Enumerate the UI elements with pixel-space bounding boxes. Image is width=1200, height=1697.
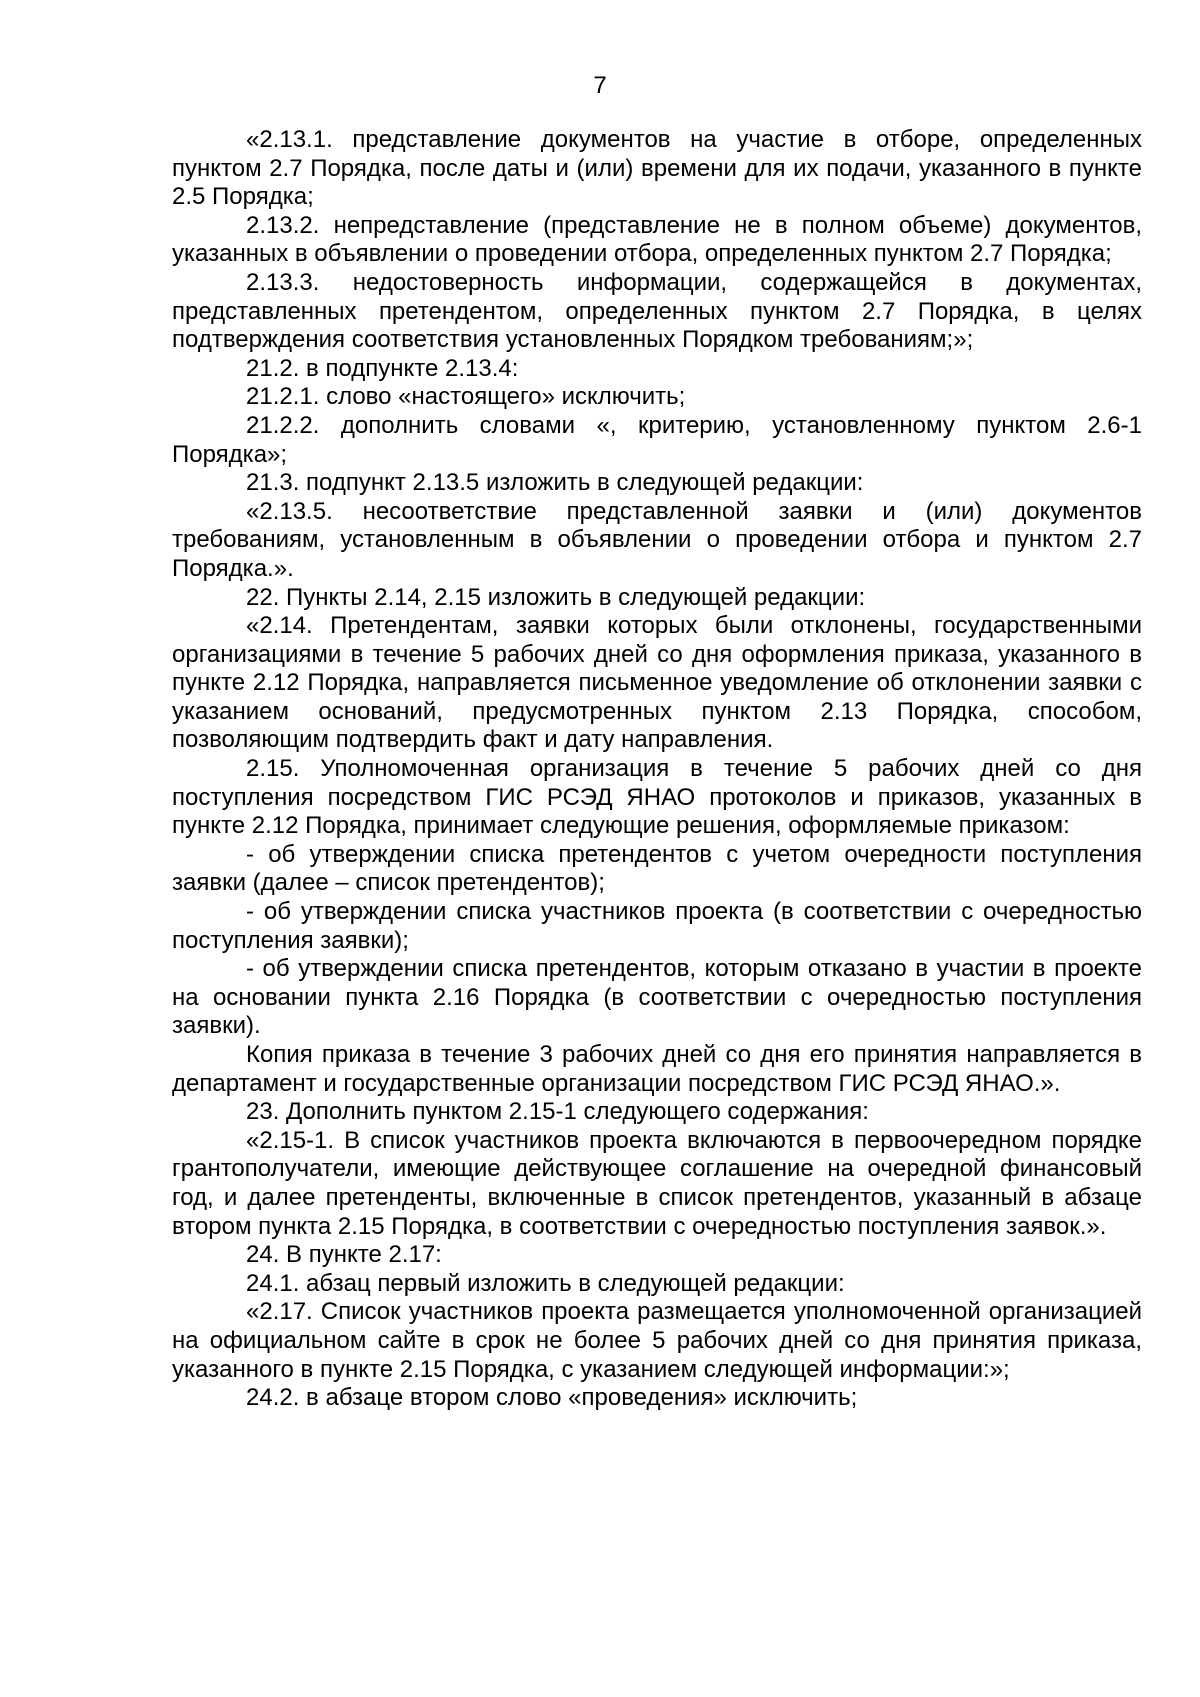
paragraph-23: 23. Дополнить пунктом 2.15-1 следующего содержания: — [246, 1098, 869, 1126]
paragraph-2-13-3: 2.13.3. недостоверность информации, содержащейся в документах, представленных претендентом, определенных пунктом 2.7 Порядка, в целях подтверждения соответствия установленных Порядком требованиям;»; — [172, 268, 1142, 354]
document-body — [172, 126, 1142, 1413]
paragraph-2-13-1: «2.13.1. представление документов на участие в отборе, определенных пунктом 2.7 Порядка, после даты и (или) времени для их подачи, указанного в пункте 2.5 Порядка; — [172, 126, 1142, 211]
paragraph-2-13-2: 2.13.2. непредставление (представление не в полном объеме) документов, указанных в объявлении о проведении отбора, определенных пунктом 2.7 Порядка; — [172, 211, 1142, 268]
paragraph-2-14: «2.14. Претендентам, заявки которых были отклонены, государственными организациями в течение 5 рабочих дней со дня оформления приказа, указанного в пункте 2.12 Порядка, направляется письменное уведомление об отклонении заявки с указанием оснований, предусмотренных пунктом 2.13 Порядка, способом, позволяющим подтвердить факт и дату направления. — [172, 612, 1142, 754]
paragraph-21-2-2: 21.2.2. дополнить словами «, критерию, установленному пунктом 2.6-1 Порядка»; — [172, 411, 1142, 468]
page-number: 7 — [593, 72, 607, 99]
list-item-participants: - об утверждении списка участников проекта (в соответствии с очередностью поступления заявки); — [172, 898, 1142, 954]
paragraph-21-2: 21.2. в подпункте 2.13.4: — [246, 354, 519, 382]
paragraph-2-15-1: «2.15-1. В список участников проекта включаются в первоочередном порядке грантополучатели, имеющие действующее соглашение на очередной финансовый год, и далее претенденты, включенные в список претендентов, указанный в абзаце втором пункта 2.15 Порядка, в соответствии с очередностью поступления заявок.». — [172, 1126, 1142, 1240]
paragraph-21-2-1: 21.2.1. слово «настоящего» исключить; — [246, 383, 686, 411]
paragraph-22: 22. Пункты 2.14, 2.15 изложить в следующей редакции: — [246, 583, 866, 611]
paragraph-order-copy: Копия приказа в течение 3 рабочих дней со дня его принятия направляется в департамент и государственные организации посредством ГИС РСЭД ЯНАО.». — [172, 1041, 1142, 1097]
paragraph-2-13-5: «2.13.5. несоответствие представленной заявки и (или) документов требованиям, установленным в объявлении о проведении отбора и пунктом 2.7 Порядка.». — [172, 497, 1142, 582]
paragraph-2-17: «2.17. Список участников проекта размещается уполномоченной организацией на официальном сайте в срок не более 5 рабочих дней со дня принятия приказа, указанного в пункте 2.15 Порядка, с указанием следующей информации:»; — [172, 1298, 1142, 1383]
list-item-applicants: - об утверждении списка претендентов с учетом очередности поступления заявки (далее – список претендентов); — [172, 840, 1142, 897]
paragraph-24: 24. В пункте 2.17: — [246, 1241, 442, 1269]
paragraph-24-1: 24.1. абзац первый изложить в следующей редакции: — [246, 1269, 845, 1297]
paragraph-21-3: 21.3. подпункт 2.13.5 изложить в следующей редакции: — [246, 469, 864, 497]
paragraph-24-2: 24.2. в абзаце втором слово «проведения» исключить; — [246, 1384, 858, 1412]
list-item-refused: - об утверждении списка претендентов, которым отказано в участии в проекте на основании пункта 2.16 Порядка (в соответствии с очередностью поступления заявки). — [172, 955, 1142, 1040]
paragraph-2-15: 2.15. Уполномоченная организация в течение 5 рабочих дней со дня поступления посредством ГИС РСЭД ЯНАО протоколов и приказов, указанных в пункте 2.12 Порядка, принимает следующие решения, оформляемые приказом: — [172, 755, 1142, 840]
